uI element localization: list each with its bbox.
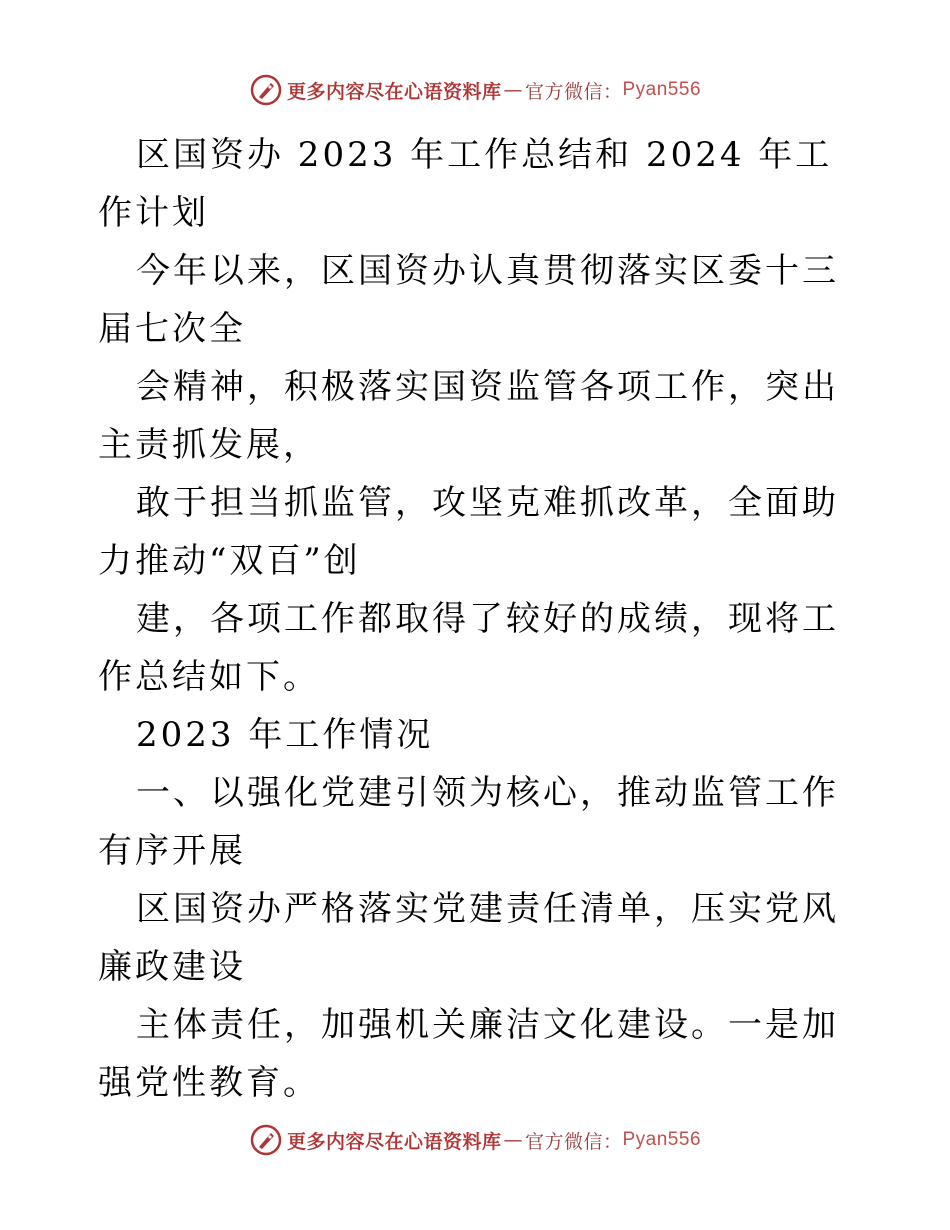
watermark-label: 官方微信： (524, 1130, 623, 1153)
watermark-main-text: 更多内容尽在心语资料库 (286, 1130, 502, 1153)
paragraph: 建，各项工作都取得了较好的成绩，现将工作总结如下。 (98, 599, 839, 697)
paragraph: 区国资办严格落实党建责任清单，压实党风廉政建设 (98, 889, 839, 987)
paragraph: 敢于担当抓监管，攻坚克难抓改革，全面助力推动“双百”创 (98, 483, 839, 581)
watermark-header (0, 72, 950, 108)
paragraph: 主体责任，加强机关廉洁文化建设。一是加强党性教育。 (98, 1005, 839, 1103)
pen-nib-icon (249, 1123, 283, 1157)
section-heading: 2023 年工作情况 (136, 715, 434, 755)
paragraph: 今年以来，区国资办认真贯彻落实区委十三届七次全 (98, 251, 839, 349)
watermark-wechat-id: Pyan556 (622, 79, 702, 100)
watermark-wechat-id: Pyan556 (622, 1129, 702, 1150)
document-title: 区国资办 2023 年工作总结和 2024 年工作计划 (98, 135, 833, 233)
paragraph: 会精神，积极落实国资监管各项工作，突出主责抓发展， (98, 367, 839, 465)
watermark-label: 官方微信： (524, 80, 623, 103)
watermark-separator: — (503, 79, 523, 101)
pen-nib-icon (249, 73, 283, 107)
watermark-footer (0, 1122, 950, 1158)
document-body (98, 126, 858, 1112)
watermark-main-text: 更多内容尽在心语资料库 (286, 80, 502, 103)
subsection-heading: 一、以强化党建引领为核心，推动监管工作有序开展 (98, 773, 839, 871)
watermark-separator: — (503, 1129, 523, 1151)
